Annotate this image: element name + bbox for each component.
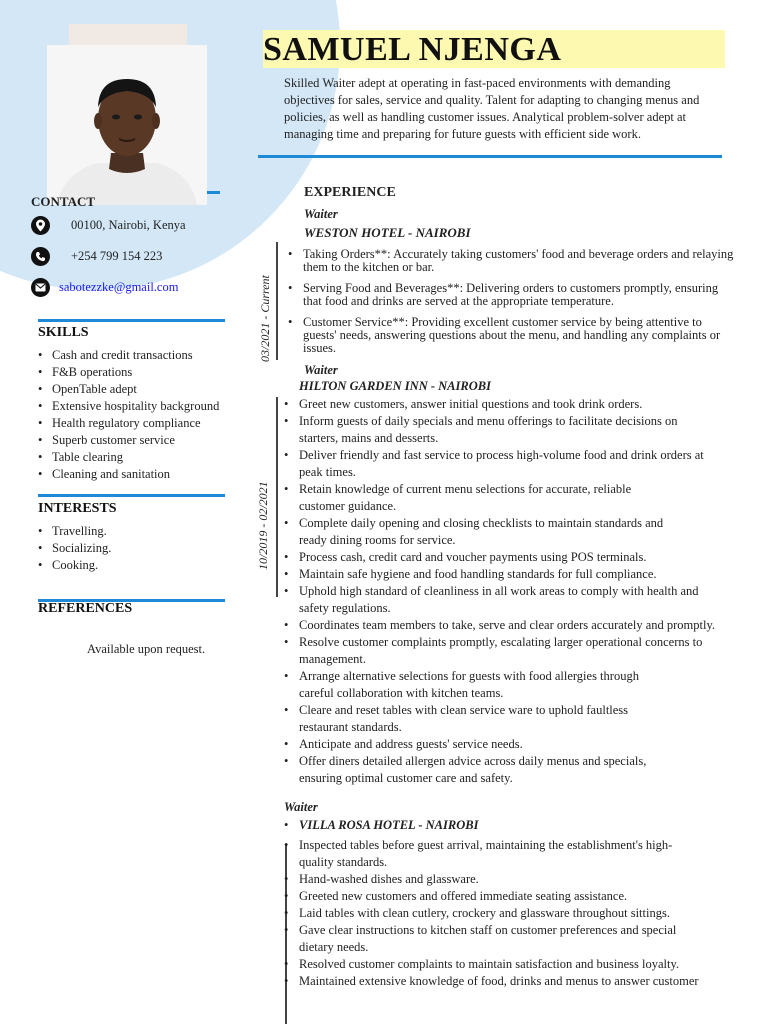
job-bullet: • Taking Orders**: Accurately taking customers' food and beverage orders and relaying them to the kitchen or bar.: [303, 248, 735, 274]
bullet-marker: •: [284, 818, 289, 832]
job-bullet: • Anticipate and address guests' service needs.: [299, 736, 734, 753]
timeline-line: [276, 242, 278, 360]
job-bullet: • Maintain safe hygiene and food handling standards for full compliance.: [299, 566, 734, 583]
contact-phone-row: [31, 247, 162, 266]
job-bullet: • Uphold high standard of cleanliness in all work areas to comply with health and safety regulations.: [299, 583, 699, 617]
candidate-name: SAMUEL NJENGA: [263, 30, 725, 68]
skill-item: • Health regulatory compliance: [38, 415, 219, 432]
experience-heading: EXPERIENCE: [304, 185, 396, 200]
interests-divider: [38, 494, 225, 497]
job-bullet: • Customer Service**: Providing excellent customer service by being attentive to guests' needs, answering questions about the menu, and handling any complaints or issues.: [303, 316, 735, 355]
job-bullets: [299, 396, 734, 787]
job-bullet: • Deliver friendly and fast service to process high-volume food and drink orders at peak times.: [299, 447, 714, 481]
skill-item: • Cleaning and sanitation: [38, 466, 219, 483]
job-bullets: [303, 248, 735, 363]
job-bullet: • Hand-washed dishes and glassware.: [299, 871, 734, 888]
job-bullets: [299, 837, 734, 990]
job-bullet: • Gave clear instructions to kitchen staff on customer preferences and special dietary needs.: [299, 922, 699, 956]
profile-photo: [47, 45, 207, 205]
interest-item: • Travelling.: [38, 523, 111, 540]
contact-address-row: [31, 216, 186, 235]
contact-divider: [207, 191, 220, 194]
job-bullet: • Resolve customer complaints promptly, escalating larger operational concerns to management.: [299, 634, 711, 668]
references-heading: REFERENCES: [38, 601, 133, 616]
job-bullet: • Laid tables with clean cutlery, crockery and glassware throughout sittings.: [299, 905, 734, 922]
job-dates: 03/2021 - Current: [258, 275, 272, 362]
contact-email-row: [31, 278, 178, 297]
job-bullet: • Inform guests of daily specials and menu offerings to facilitate decisions on starters, mains and desserts.: [299, 413, 684, 447]
contact-heading: CONTACT: [31, 194, 96, 209]
skill-item: • F&B operations: [38, 364, 219, 381]
job-bullet: • Maintained extensive knowledge of food, drinks and menus to answer customer: [299, 973, 734, 990]
job-role: Waiter: [304, 363, 338, 377]
skills-list: [38, 347, 219, 483]
references-text: Available upon request.: [87, 642, 206, 656]
job-bullet: • Serving Food and Beverages**: Delivering orders to customers promptly, ensuring that food and drinks are served at the appropriate temperature.: [303, 282, 735, 308]
job-bullet: • Greet new customers, answer initial questions and took drink orders.: [299, 396, 734, 413]
interests-heading: INTERESTS: [38, 501, 117, 516]
skill-item: • OpenTable adept: [38, 381, 219, 398]
job-bullet: • Coordinates team members to take, serve and clear orders accurately and promptly.: [299, 617, 734, 634]
job-bullet: • Cleare and reset tables with clean service ware to uphold faultless restaurant standards.: [299, 702, 649, 736]
job-role: Waiter: [284, 800, 318, 814]
job-bullet: • Retain knowledge of current menu selections for accurate, reliable customer guidance.: [299, 481, 649, 515]
job-dates: 10/2019 - 02/2021: [256, 481, 270, 570]
interest-item: • Cooking.: [38, 557, 111, 574]
job-role: Waiter: [304, 207, 338, 221]
skill-item: • Table clearing: [38, 449, 219, 466]
skills-divider: [38, 319, 225, 322]
skill-item: • Superb customer service: [38, 432, 219, 449]
job-bullet: • Greeted new customers and offered immediate seating assistance.: [299, 888, 734, 905]
interest-item: • Socializing.: [38, 540, 111, 557]
location-pin-icon: [31, 216, 50, 235]
job-bullet: • Complete daily opening and closing checklists to maintain standards and ready dining rooms for service.: [299, 515, 684, 549]
job-employer: WESTON HOTEL - NAIROBI: [304, 225, 471, 240]
timeline-line: [276, 397, 278, 597]
interests-list: [38, 523, 111, 574]
email-icon: [31, 278, 50, 297]
job-employer: VILLA ROSA HOTEL - NAIROBI: [299, 818, 479, 832]
phone-icon: [31, 247, 50, 266]
job-bullet: • Resolved customer complaints to maintain satisfaction and business loyalty.: [299, 956, 734, 973]
skill-item: • Extensive hospitality background: [38, 398, 219, 415]
contact-phone: +254 799 154 223: [71, 249, 163, 263]
job-bullet: • Offer diners detailed allergen advice across daily menus and specials, ensuring optimal customer care and safety.: [299, 753, 674, 787]
job-bullet: • Process cash, credit card and voucher payments using POS terminals.: [299, 549, 734, 566]
contact-address: 00100, Nairobi, Kenya: [71, 218, 186, 232]
contact-email-link[interactable]: sabotezzke@gmail.com: [59, 280, 179, 294]
skills-heading: SKILLS: [38, 325, 89, 340]
profile-summary: Skilled Waiter adept at operating in fast-paced environments with demanding objectives for sales, service and quality. Talent for adapting to changing menus and policies, as well as handling customer issues. Analytical problem-solver adept at managing time and preparing for future guests with efficient side work.: [284, 76, 700, 141]
job-bullet: • Arrange alternative selections for guests with food allergies through careful collaboration with kitchen teams.: [299, 668, 659, 702]
job-bullet: • Inspected tables before guest arrival, maintaining the establishment's high-quality standards.: [299, 837, 694, 871]
job-employer: HILTON GARDEN INN - NAIROBI: [299, 379, 491, 393]
header-divider: [258, 155, 722, 158]
skill-item: • Cash and credit transactions: [38, 347, 219, 364]
